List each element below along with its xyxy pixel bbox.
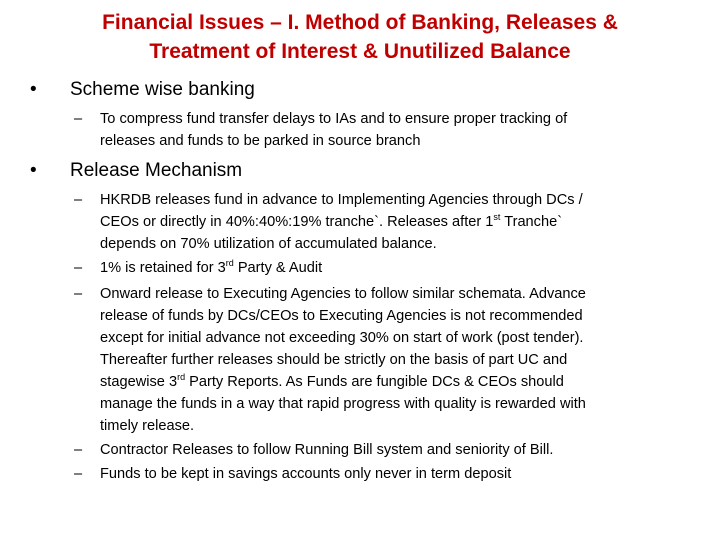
bullet-dot-icon: • [30, 160, 37, 181]
sub-item-compress-delays [74, 108, 680, 152]
sub-item-line: except for initial advance not exceeding 30% on start of work (post tender). [100, 330, 584, 346]
sub-item-line: Onward release to Executing Agencies to follow similar schemata. Advance [100, 286, 586, 302]
sub-item-line: CEOs or directly in 40%:40%:19% tranche`. Releases after 1st Tranche` [100, 212, 563, 230]
sub-item-retained-audit [74, 257, 680, 279]
sub-item-line: 1% is retained for 3rd Party & Audit [100, 258, 323, 276]
slide-title [40, 8, 680, 66]
bullet-dot-icon: • [30, 79, 37, 100]
sub-item-line: Contractor Releases to follow Running Bill system and seniority of Bill. [100, 442, 554, 458]
sub-item-hkrdb-releases [74, 189, 680, 255]
bullet-label: Scheme wise banking [70, 79, 255, 100]
dash-icon: – [74, 192, 83, 208]
sub-item-line: Funds to be kept in savings accounts only never in term deposit [100, 466, 512, 482]
title-line-1: Financial Issues – I. Method of Banking, Releases & [102, 11, 618, 34]
dash-icon: – [74, 260, 83, 276]
sub-item-onward-release [74, 283, 680, 437]
sub-item-line: depends on 70% utilization of accumulated balance. [100, 236, 437, 252]
dash-icon: – [74, 286, 83, 302]
sub-item-line: manage the funds in a way that rapid progress with quality is rewarded with [100, 396, 586, 412]
sub-item-line: timely release. [100, 418, 195, 434]
sub-item-line: release of funds by DCs/CEOs to Executing Agencies is not recommended [100, 308, 583, 324]
sub-item-line: stagewise 3rd Party Reports. As Funds are fungible DCs & CEOs should [100, 372, 564, 390]
title-line-2: Treatment of Interest & Unutilized Balance [149, 40, 571, 63]
dash-icon: – [74, 111, 83, 127]
sub-item-contractor-releases [74, 439, 680, 461]
bullet-label: Release Mechanism [70, 160, 243, 181]
sub-item-line: Thereafter further releases should be strictly on the basis of part UC and [100, 352, 568, 368]
sub-item-line: To compress fund transfer delays to IAs and to ensure proper tracking of [100, 111, 568, 127]
sub-item-line: releases and funds to be parked in source branch [100, 133, 421, 149]
sub-item-line: HKRDB releases fund in advance to Implementing Agencies through DCs / [100, 192, 583, 208]
dash-icon: – [74, 442, 83, 458]
sub-item-savings-accounts [74, 463, 680, 485]
dash-icon: – [74, 466, 83, 482]
